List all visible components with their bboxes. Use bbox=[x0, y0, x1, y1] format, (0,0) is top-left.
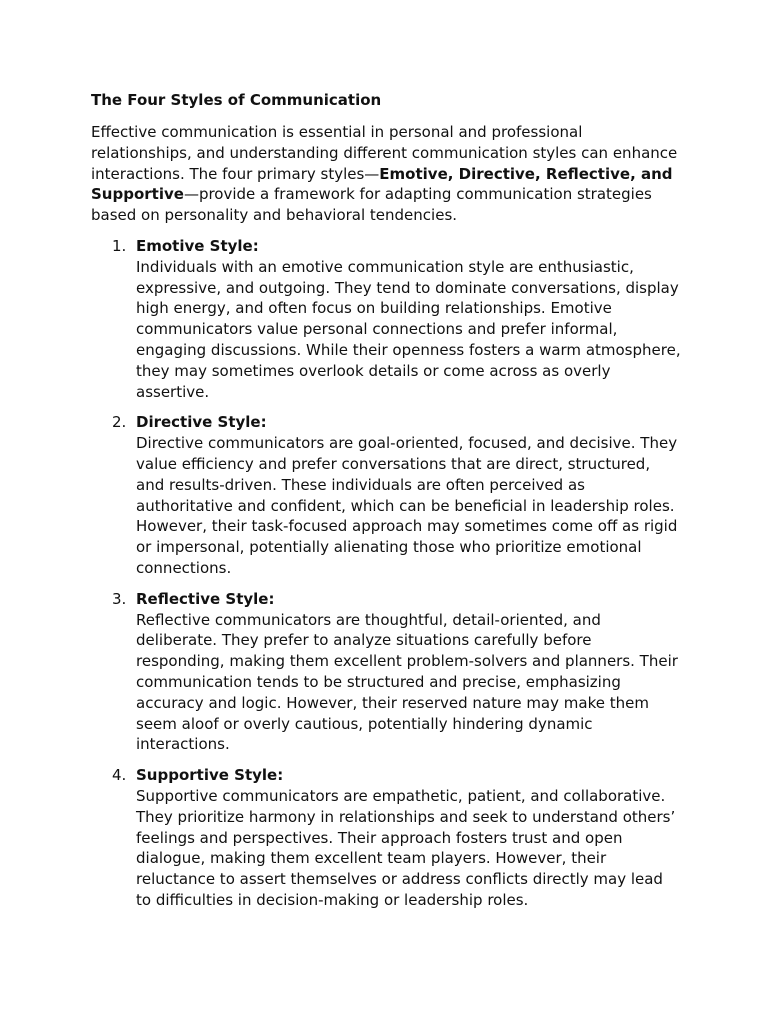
list-item-number: 2. bbox=[112, 413, 127, 432]
document-title: The Four Styles of Communication bbox=[91, 91, 382, 109]
intro-bold-styles: Emotive, Directive, Reflective, and Supportive bbox=[91, 164, 673, 204]
intro-text-before: Effective communication is essential in personal and professional relationships, and understanding different communication styles can enhance interactions. The four primary styles— bbox=[91, 123, 678, 183]
list-item-number: 1. bbox=[112, 236, 127, 255]
list-item-heading: Reflective Style: bbox=[136, 589, 275, 608]
list-item-number: 3. bbox=[112, 589, 127, 608]
document-page bbox=[91, 90, 681, 921]
styles-list bbox=[91, 236, 681, 911]
list-item bbox=[91, 412, 681, 578]
intro-paragraph bbox=[91, 122, 681, 226]
list-item-heading: Supportive Style: bbox=[136, 766, 284, 785]
list-item-number: 4. bbox=[112, 766, 127, 785]
list-item bbox=[91, 589, 681, 755]
list-item-heading: Emotive Style: bbox=[136, 236, 259, 255]
list-item-body: Supportive communicators are empathetic, patient, and collaborative. They prioritize harmony in relationships and seek to understand others’ feelings and perspectives. Their approach fosters trust and open dialogue, making them excellent team players. However, their reluctance to assert themselves or address conflicts directly may lead to difficulties in decision-making or leadership roles. bbox=[136, 786, 676, 909]
list-item-body: Individuals with an emotive communication style are enthusiastic, expressive, and outgoing. They tend to dominate conversations, display high energy, and often focus on building relationships. Emotive communicators value personal connections and prefer informal, engaging discussions. While their openness fosters a warm atmosphere, they may sometimes overlook details or come across as overly assertive. bbox=[136, 257, 681, 401]
list-item bbox=[91, 236, 681, 402]
list-item-heading: Directive Style: bbox=[136, 413, 267, 432]
list-item-body: Directive communicators are goal-oriented, focused, and decisive. They value efficiency and prefer conversations that are direct, structured, and results-driven. These individuals are often perceived as authoritative and confident, which can be beneficial in leadership roles. However, their task-focused approach may sometimes come off as rigid or impersonal, potentially alienating those who prioritize emotional connections. bbox=[136, 434, 678, 577]
list-item bbox=[91, 765, 681, 911]
list-item-body: Reflective communicators are thoughtful, detail-oriented, and deliberate. They prefer to analyze situations carefully before responding, making them excellent problem-solvers and planners. Their communication tends to be structured and precise, emphasizing accuracy and logic. However, their reserved nature may make them seem aloof or overly cautious, potentially hindering dynamic interactions. bbox=[136, 610, 678, 754]
intro-text-after: —provide a framework for adapting communication strategies based on personality and behavioral tendencies. bbox=[91, 185, 652, 225]
